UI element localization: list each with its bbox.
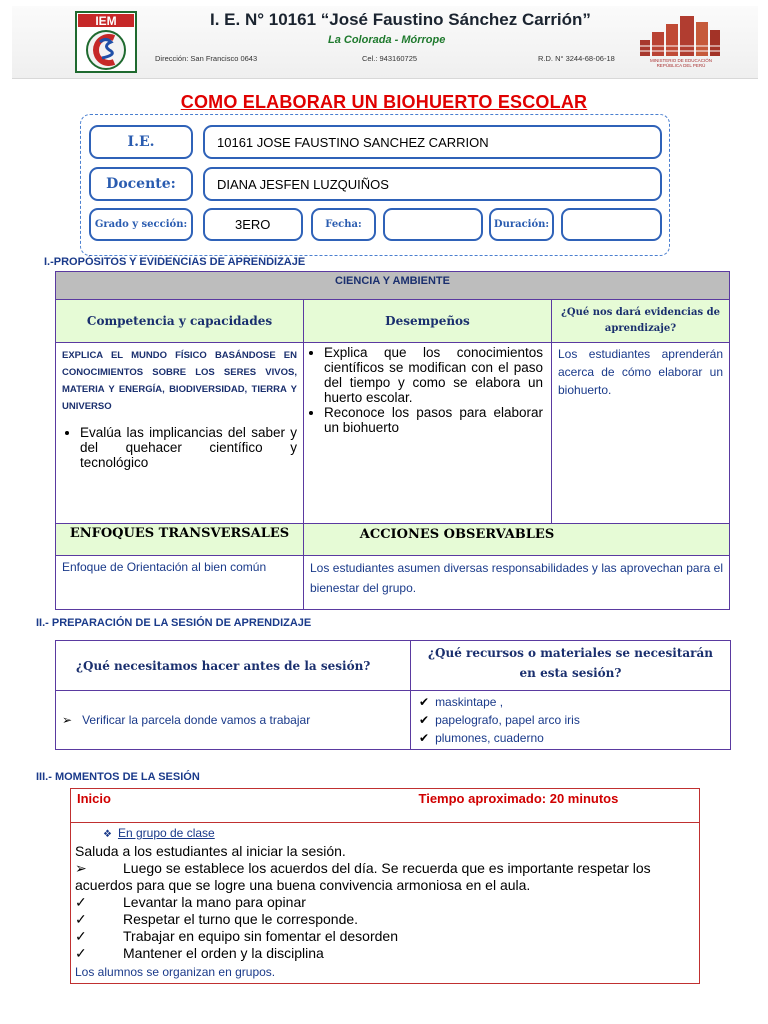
grupo-text: En grupo de clase xyxy=(117,826,215,840)
q-antes: ¿Qué necesitamos hacer antes de la sesión? xyxy=(56,641,411,691)
preparation-table xyxy=(55,640,731,750)
accion-text: Los estudiantes asumen diversas responsabilidades y las aprovechan para el bienestar del grupo. xyxy=(304,556,730,610)
fecha-value xyxy=(383,208,483,241)
grado-value: 3ERO xyxy=(203,208,303,241)
document-title: COMO ELABORAR UN BIOHUERTO ESCOLAR xyxy=(180,92,588,112)
logo-text: IEM xyxy=(95,14,117,28)
antes-text: Verificar la parcela donde vamos a trabajar xyxy=(82,713,311,727)
arrow-icon: ➢ xyxy=(75,860,87,876)
school-address: Dirección: San Francisco 0643 xyxy=(155,54,258,63)
school-rd: R.D. N° 3244-68-06-18 xyxy=(538,54,615,63)
school-logo xyxy=(74,10,138,74)
acciones-label: ACCIONES OBSERVABLES xyxy=(304,524,730,556)
desempenos-cell xyxy=(304,343,552,524)
school-title: I. E. N° 10161 “José Faustino Sánchez Carrión” xyxy=(210,10,591,29)
check-icon: ✓ xyxy=(75,911,87,927)
antes-cell xyxy=(56,691,411,750)
recursos-cell xyxy=(411,691,731,750)
evidencia-cell: Los estudiantes aprenderán acerca de cómo elaborar un biohuerto. xyxy=(552,343,730,524)
recurso-text: plumones, cuaderno xyxy=(435,731,544,745)
purposes-table xyxy=(55,271,730,610)
competencia-cell xyxy=(56,343,304,524)
col-evidencias: ¿Qué nos dará evidencias de aprendizaje? xyxy=(552,300,730,343)
session-table xyxy=(70,788,700,984)
recurso-item xyxy=(419,711,722,729)
enfoques-label: ENFOQUES TRANSVERSALES xyxy=(56,524,304,556)
check-icon: ✓ xyxy=(75,894,87,910)
check-icon: ✔ xyxy=(419,731,430,745)
ministry-caption: MINISTERIO DE EDUCACIÓN REPÚBLICA DEL PERÚ xyxy=(649,58,712,68)
desempeno-item: • Explica que los conocimientos científicos se modifican con el paso del tiempo y como se elabora un huerto escolar. xyxy=(324,345,543,405)
regla-item xyxy=(75,928,695,945)
recurso-item xyxy=(419,693,722,711)
competencia-text: EXPLICA EL MUNDO FÍSICO BASÁNDOSE EN CONOCIMIENTOS SOBRE LOS SERES VIVOS, MATERIA Y ENERGÍA, BIODIVERSIDAD, TIERRA Y UNIVERSO xyxy=(62,350,297,412)
duracion-value xyxy=(561,208,662,241)
fecha-label: Fecha: xyxy=(311,208,376,241)
arrow-icon: ➢ xyxy=(62,713,73,727)
capacidades-list xyxy=(62,425,297,470)
docente-label: Docente: xyxy=(89,167,193,201)
col-desempenos: Desempeños xyxy=(304,300,552,343)
acuerdos-line xyxy=(75,860,695,894)
col-competencia: Competencia y capacidades xyxy=(56,300,304,343)
inicio-row xyxy=(71,789,700,823)
regla-text: Levantar la mano para opinar xyxy=(123,894,306,910)
grado-label: Grado y sección: xyxy=(89,208,193,241)
duracion-label: Duración: xyxy=(489,208,554,241)
acuerdos-text: Luego se establece los acuerdos del día. Se recuerda que es importante respetar los acuerdos para que se logre una buena convivencia armoniosa en el aula. xyxy=(75,860,651,893)
q-recursos: ¿Qué recursos o materiales se necesitarán en esta sesión? xyxy=(411,641,731,691)
grupo-line xyxy=(75,825,695,843)
enfoque-text: Enfoque de Orientación al bien común xyxy=(56,556,304,610)
inicio-label: Inicio xyxy=(77,791,111,806)
check-icon: ✓ xyxy=(75,928,87,944)
regla-text: Trabajar en equipo sin fomentar el desorden xyxy=(123,928,398,944)
check-icon: ✔ xyxy=(419,713,430,727)
regla-item xyxy=(75,911,695,928)
area-title: CIENCIA Y AMBIENTE xyxy=(56,272,730,300)
ie-label: I.E. xyxy=(89,125,193,159)
diamond-icon: ❖ xyxy=(103,829,112,840)
inicio-content xyxy=(71,823,700,984)
recurso-text: papelografo, papel arco iris xyxy=(435,713,580,727)
ie-value: 10161 JOSE FAUSTINO SANCHEZ CARRION xyxy=(203,125,662,159)
check-icon: ✓ xyxy=(75,945,87,961)
docente-value: DIANA JESFEN LUZQUIÑOS xyxy=(203,167,662,201)
school-phone: Cel.: 943160725 xyxy=(362,54,418,63)
section1-heading: I.-PROPÓSITOS Y EVIDENCIAS DE APRENDIZAJE xyxy=(44,256,306,268)
check-icon: ✔ xyxy=(419,695,430,709)
section3-heading: III.- MOMENTOS DE LA SESIÓN xyxy=(36,771,200,783)
regla-item xyxy=(75,945,695,962)
desempeno-item: • Reconoce los pasos para elaborar un biohuerto xyxy=(324,405,543,435)
regla-text: Respetar el turno que le corresponde. xyxy=(123,911,359,927)
desempenos-list xyxy=(306,345,543,435)
school-location: La Colorada - Mórrope xyxy=(328,34,446,46)
capacidad-item: • Evalúa las implicancias del saber y del quehacer científico y tecnológico xyxy=(80,425,297,470)
recurso-text: maskintape , xyxy=(435,695,504,709)
recurso-item xyxy=(419,729,722,747)
section2-heading: II.- PREPARACIÓN DE LA SESIÓN DE APRENDIZAJE xyxy=(36,617,312,629)
regla-item xyxy=(75,894,695,911)
cierre-text: Los alumnos se organizan en grupos. xyxy=(75,965,276,979)
tiempo-label: Tiempo aproximado: 20 minutos xyxy=(418,791,619,806)
saluda-text: Saluda a los estudiantes al iniciar la sesión. xyxy=(75,843,346,859)
regla-text: Mantener el orden y la disciplina xyxy=(123,945,324,961)
